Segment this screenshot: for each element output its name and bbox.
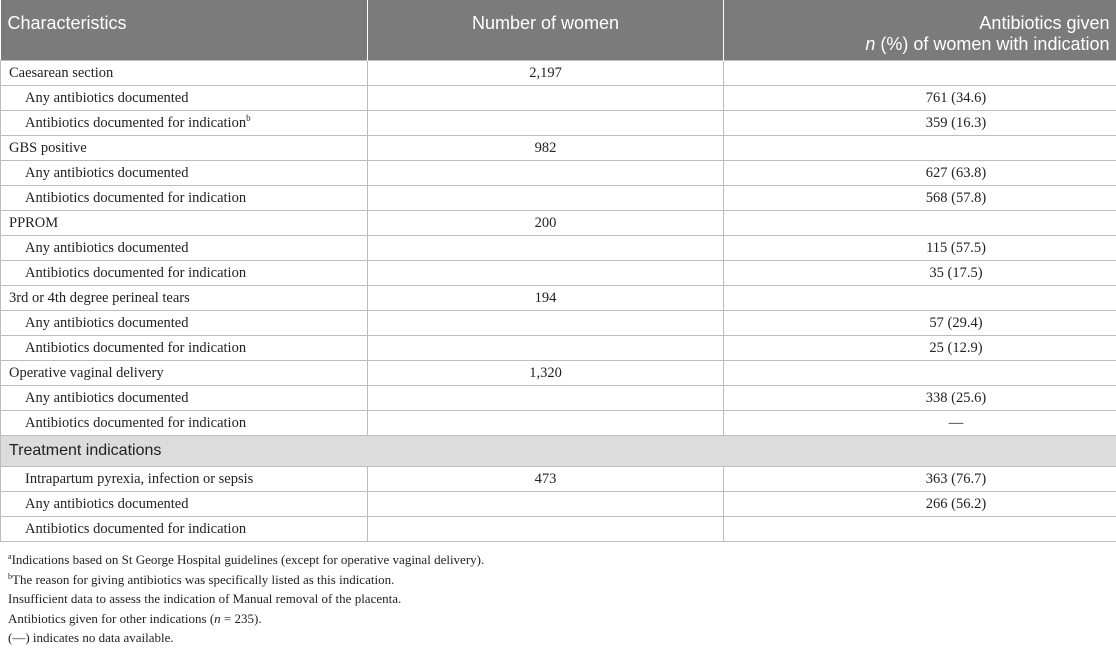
row-antibiotics-value: 25 (12.9) [724, 336, 1116, 361]
row-women-count: 982 [368, 136, 724, 161]
row-antibiotics-value: 363 (76.7) [724, 467, 1116, 492]
row-label [1, 286, 368, 311]
table-row [1, 311, 1116, 336]
row-antibiotics-value: 568 (57.8) [724, 186, 1116, 211]
row-women-count: 194 [368, 286, 724, 311]
footnote-b-marker: b [8, 571, 12, 581]
row-label-text: Any antibiotics documented [25, 389, 189, 406]
row-label [1, 161, 368, 186]
row-label [1, 261, 368, 286]
row-antibiotics-value: 338 (25.6) [724, 386, 1116, 411]
table-row [1, 111, 1116, 136]
footnote-marker: b [246, 112, 251, 123]
row-antibiotics-value: 627 (63.8) [724, 161, 1116, 186]
header-antibiotics-given [724, 0, 1116, 61]
row-label-text: Any antibiotics documented [25, 314, 189, 331]
row-label [1, 211, 368, 236]
row-antibiotics-value: 359 (16.3) [724, 111, 1116, 136]
row-women-count [368, 386, 724, 411]
row-antibiotics-value: 57 (29.4) [724, 311, 1116, 336]
table-group-row [1, 61, 1116, 86]
header-n-italic: n [865, 34, 876, 54]
footnote-other-n: n [214, 610, 221, 626]
row-label-text: PPROM [9, 214, 59, 231]
row-women-count [368, 186, 724, 211]
row-women-count [368, 411, 724, 436]
row-label [1, 411, 368, 436]
table-header-row [1, 0, 1116, 61]
row-label-text: Caesarean section [9, 64, 114, 81]
footnote-a-text: Indications based on St George Hospital guidelines (except for operative vaginal delivery). [11, 552, 485, 567]
row-label-text: Any antibiotics documented [25, 89, 189, 106]
header-characteristics: Characteristics [1, 0, 368, 61]
row-label-text: Antibiotics documented for indication [25, 114, 247, 131]
table-group-row [1, 211, 1116, 236]
row-label [1, 467, 368, 492]
footnote-other-pre: Antibiotics given for other indications ( [8, 610, 215, 626]
row-women-count [368, 311, 724, 336]
table-row [1, 261, 1116, 286]
row-label [1, 386, 368, 411]
row-label-text: Any antibiotics documented [25, 239, 189, 256]
row-label-text: Antibiotics documented for indication [25, 189, 247, 206]
footnote-other-indications [8, 609, 484, 629]
header-antibiotics-line2: (%) of women with indication [875, 34, 1110, 54]
row-label [1, 492, 368, 517]
row-women-count [368, 261, 724, 286]
footnote-manual-removal: Insufficient data to assess the indication of Manual removal of the placenta. [8, 591, 402, 606]
footnote-no-data: (—) indicates no data available. [8, 630, 174, 645]
row-women-count: 200 [368, 211, 724, 236]
row-antibiotics-value: 761 (34.6) [724, 86, 1116, 111]
row-label [1, 361, 368, 386]
row-women-count [368, 517, 724, 542]
section-header-row [1, 436, 1116, 467]
row-women-count [368, 336, 724, 361]
row-women-count [368, 86, 724, 111]
row-women-count: 473 [368, 467, 724, 492]
row-label [1, 336, 368, 361]
row-label-text: Antibiotics documented for indication [25, 414, 247, 431]
footnote-other-post: = 235). [220, 610, 262, 626]
table-body [1, 61, 1116, 542]
row-antibiotics-value: 115 (57.5) [724, 236, 1116, 261]
row-label-text: Any antibiotics documented [25, 495, 189, 512]
row-label [1, 111, 368, 136]
row-antibiotics-value [724, 517, 1116, 542]
row-women-count [368, 492, 724, 517]
row-antibiotics-value [724, 361, 1116, 386]
row-antibiotics-value: 266 (56.2) [724, 492, 1116, 517]
table-row [1, 467, 1116, 492]
table-group-row [1, 361, 1116, 386]
row-women-count: 1,320 [368, 361, 724, 386]
row-label [1, 311, 368, 336]
row-antibiotics-value: 35 (17.5) [724, 261, 1116, 286]
row-women-count [368, 236, 724, 261]
row-label [1, 61, 368, 86]
row-label [1, 186, 368, 211]
row-women-count: 2,197 [368, 61, 724, 86]
row-label [1, 517, 368, 542]
table-row [1, 517, 1116, 542]
row-label-text: GBS positive [9, 139, 87, 156]
row-antibiotics-value [724, 286, 1116, 311]
footnote-a-marker: a [8, 552, 12, 561]
row-antibiotics-value: — [724, 411, 1116, 436]
table-row [1, 186, 1116, 211]
table-group-row [1, 136, 1116, 161]
header-number-of-women: Number of women [368, 0, 724, 61]
section-label: Treatment indications [1, 436, 1116, 467]
row-label [1, 86, 368, 111]
row-antibiotics-value [724, 136, 1116, 161]
table-row [1, 161, 1116, 186]
table-row [1, 336, 1116, 361]
row-label-text: Antibiotics documented for indication [25, 264, 247, 281]
row-antibiotics-value [724, 211, 1116, 236]
row-label-text: Intrapartum pyrexia, infection or sepsis [25, 470, 254, 487]
row-women-count [368, 111, 724, 136]
table-row [1, 236, 1116, 261]
row-antibiotics-value [724, 61, 1116, 86]
table-row [1, 386, 1116, 411]
table-row [1, 86, 1116, 111]
table-group-row [1, 286, 1116, 311]
row-label-text: 3rd or 4th degree perineal tears [9, 289, 190, 306]
footnote-a [8, 550, 484, 570]
row-label-text: Antibiotics documented for indication [25, 339, 247, 356]
row-label-text: Antibiotics documented for indication [25, 520, 247, 537]
footnote-b-text: The reason for giving antibiotics was specifically listed as this indication. [12, 571, 395, 587]
table-row [1, 492, 1116, 517]
row-label [1, 136, 368, 161]
header-antibiotics-line1: Antibiotics given [979, 13, 1110, 33]
row-label-text: Any antibiotics documented [25, 164, 189, 181]
table-row [1, 411, 1116, 436]
row-label [1, 236, 368, 261]
footnote-b [8, 570, 484, 590]
table-footnotes [8, 550, 484, 648]
row-label-text: Operative vaginal delivery [9, 364, 164, 381]
row-women-count [368, 161, 724, 186]
